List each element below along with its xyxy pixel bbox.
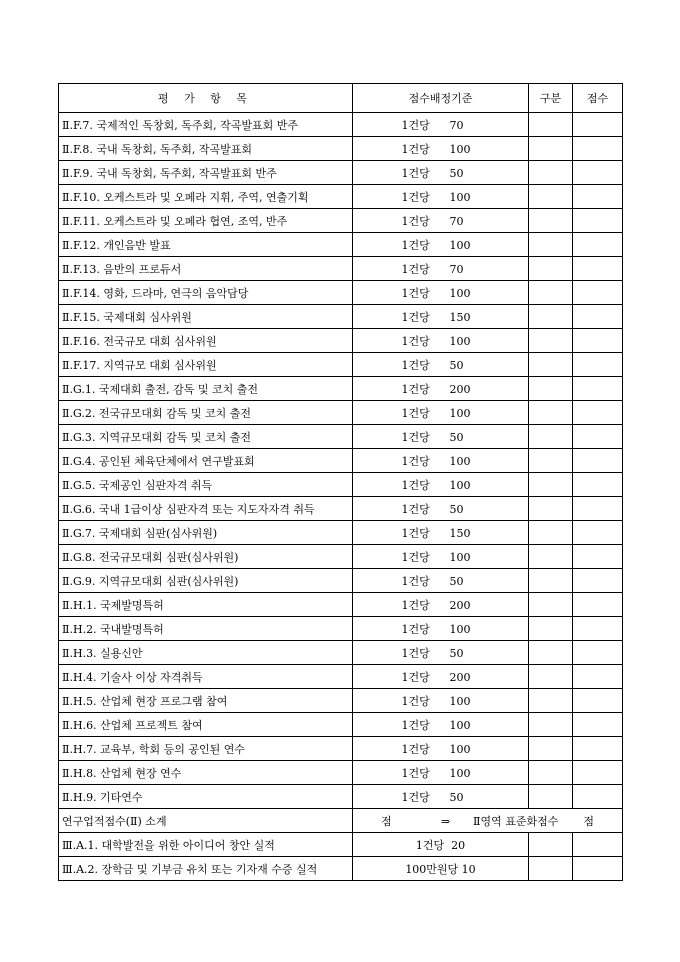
- score-cell: [573, 641, 623, 665]
- standard-value: [402, 213, 480, 229]
- standard-value: [402, 645, 480, 661]
- category-cell: [529, 833, 573, 857]
- table-row: [59, 785, 623, 809]
- standard-value: [402, 621, 480, 637]
- standard-points: 100: [449, 406, 471, 420]
- standard-points: 100: [449, 454, 471, 468]
- category-cell: [529, 785, 573, 809]
- score-cell: [573, 473, 623, 497]
- standard-count: 1건당: [401, 238, 430, 252]
- score-cell: [573, 593, 623, 617]
- table-row: [59, 161, 623, 185]
- standard-count: 1건당: [401, 142, 430, 156]
- category-cell: [529, 281, 573, 305]
- score-cell: [573, 785, 623, 809]
- standard-count: 1건당: [401, 598, 430, 612]
- category-cell: [529, 377, 573, 401]
- score-cell: [573, 449, 623, 473]
- standard-value: 1건당 20: [415, 838, 466, 852]
- table-row: [59, 449, 623, 473]
- header-score: 점수: [573, 84, 623, 113]
- standard-value: [402, 717, 480, 733]
- score-cell: [573, 233, 623, 257]
- table-row: [59, 185, 623, 209]
- table-row: [59, 833, 623, 857]
- standard-value: [402, 693, 480, 709]
- table-row: [59, 113, 623, 137]
- category-cell: [529, 137, 573, 161]
- standard-value: [402, 165, 480, 181]
- standard-count: 1건당: [401, 718, 430, 732]
- table-row: [59, 641, 623, 665]
- item-cell: Ⅱ.F.17. 지역규모 대회 심사위원: [59, 353, 353, 377]
- header-standard: 점수배정기준: [353, 84, 529, 113]
- item-cell: Ⅱ.G.7. 국제대회 심판(심사위원): [59, 521, 353, 545]
- score-cell: [573, 833, 623, 857]
- header-row: [59, 84, 623, 113]
- standard-value: [402, 189, 480, 205]
- table-row: [59, 377, 623, 401]
- score-cell: [573, 377, 623, 401]
- category-cell: [529, 497, 573, 521]
- item-cell: Ⅱ.F.15. 국제대회 심사위원: [59, 305, 353, 329]
- table-row: [59, 617, 623, 641]
- table-row: [59, 401, 623, 425]
- standard-points: 200: [449, 670, 471, 684]
- score-cell: [573, 689, 623, 713]
- standard-value: [402, 669, 480, 685]
- standard-points: 70: [449, 262, 464, 276]
- category-cell: [529, 449, 573, 473]
- category-cell: [529, 257, 573, 281]
- standard-count: 1건당: [401, 766, 430, 780]
- standard-count: 1건당: [401, 790, 430, 804]
- category-cell: [529, 329, 573, 353]
- standard-cell: [353, 209, 529, 233]
- standard-value: [402, 309, 480, 325]
- standard-count: 1건당: [401, 262, 430, 276]
- standard-count: 1건당: [401, 214, 430, 228]
- score-cell: [573, 761, 623, 785]
- standard-count: 1건당: [401, 550, 430, 564]
- standard-value: [402, 525, 480, 541]
- table-row: [59, 761, 623, 785]
- category-cell: [529, 545, 573, 569]
- standard-value: [402, 381, 480, 397]
- standardized-score-label: Ⅱ영역 표준화점수: [473, 814, 559, 828]
- standard-cell: [353, 113, 529, 137]
- standard-points: 100: [449, 742, 471, 756]
- score-cell: [573, 545, 623, 569]
- category-cell: [529, 209, 573, 233]
- standard-points: 70: [449, 118, 464, 132]
- standard-points: 50: [449, 358, 464, 372]
- score-cell: [573, 857, 623, 881]
- standard-points: 100: [449, 622, 471, 636]
- category-cell: [529, 113, 573, 137]
- standard-cell: [353, 473, 529, 497]
- standard-cell: [353, 833, 529, 857]
- score-cell: [573, 329, 623, 353]
- score-cell: [573, 737, 623, 761]
- item-cell: Ⅲ.A.1. 대학발전을 위한 아이디어 창안 실적: [59, 833, 353, 857]
- item-cell: Ⅱ.G.5. 국제공인 심판자격 취득: [59, 473, 353, 497]
- arrow-icon: ⇒: [441, 814, 451, 828]
- table-row: [59, 353, 623, 377]
- standard-points: 50: [449, 790, 464, 804]
- standard-points: 200: [449, 382, 471, 396]
- subtotal-points-unit: 점: [381, 814, 392, 828]
- standard-value: [402, 333, 480, 349]
- score-cell: [573, 137, 623, 161]
- item-cell: Ⅱ.H.1. 국제발명특허: [59, 593, 353, 617]
- table-row: [59, 689, 623, 713]
- item-cell: Ⅱ.G.8. 전국규모대회 심판(심사위원): [59, 545, 353, 569]
- standard-value: [402, 357, 480, 373]
- standard-cell: [353, 329, 529, 353]
- standard-cell: [353, 161, 529, 185]
- standard-cell: [353, 689, 529, 713]
- header-item: [59, 84, 353, 113]
- item-cell: Ⅱ.H.6. 산업체 프로젝트 참여: [59, 713, 353, 737]
- item-cell: Ⅱ.F.8. 국내 독창회, 독주회, 작곡발표회: [59, 137, 353, 161]
- standard-cell: [353, 497, 529, 521]
- item-cell: Ⅱ.F.7. 국제적인 독창회, 독주회, 작곡발표회 반주: [59, 113, 353, 137]
- standard-points: 200: [449, 598, 471, 612]
- category-cell: [529, 569, 573, 593]
- table-row: [59, 665, 623, 689]
- header-category: 구분: [529, 84, 573, 113]
- standard-points: 100: [449, 286, 471, 300]
- standard-cell: [353, 857, 529, 881]
- standard-value: [402, 285, 480, 301]
- standard-value: [402, 117, 480, 133]
- standard-points: 100: [449, 550, 471, 564]
- standard-cell: [353, 569, 529, 593]
- standard-points: 50: [449, 166, 464, 180]
- item-cell: Ⅱ.F.10. 오케스트라 및 오페라 지휘, 주역, 연출기획: [59, 185, 353, 209]
- item-cell: Ⅱ.H.4. 기술사 이상 자격취득: [59, 665, 353, 689]
- table-row: [59, 257, 623, 281]
- standard-points: 70: [449, 214, 464, 228]
- standard-value: [402, 429, 480, 445]
- standard-points: 100: [449, 766, 471, 780]
- item-cell: Ⅱ.G.6. 국내 1급이상 심판자격 또는 지도자자격 취득: [59, 497, 353, 521]
- standard-points: 100: [449, 238, 471, 252]
- table-row: [59, 857, 623, 881]
- subtotal-row: [59, 809, 623, 833]
- table-row: [59, 497, 623, 521]
- standard-value: [402, 405, 480, 421]
- score-cell: [573, 353, 623, 377]
- category-cell: [529, 713, 573, 737]
- standard-cell: [353, 761, 529, 785]
- standard-count: 1건당: [401, 310, 430, 324]
- item-cell: Ⅱ.H.7. 교육부, 학회 등의 공인된 연수: [59, 737, 353, 761]
- standard-count: 1건당: [401, 694, 430, 708]
- standard-count: 1건당: [401, 526, 430, 540]
- item-cell: Ⅱ.F.16. 전국규모 대회 심사위원: [59, 329, 353, 353]
- standard-points: 100: [449, 694, 471, 708]
- standard-cell: [353, 353, 529, 377]
- score-cell: [573, 665, 623, 689]
- item-cell: Ⅱ.H.5. 산업체 현장 프로그램 참여: [59, 689, 353, 713]
- standard-value: [402, 237, 480, 253]
- standard-count: 1건당: [401, 358, 430, 372]
- subtotal-value: [353, 809, 623, 833]
- table-row: [59, 305, 623, 329]
- standard-value: [402, 789, 480, 805]
- item-cell: Ⅱ.H.2. 국내발명특허: [59, 617, 353, 641]
- standard-value: [402, 141, 480, 157]
- score-cell: [573, 713, 623, 737]
- standard-count: 1건당: [401, 382, 430, 396]
- standard-points: 100: [449, 142, 471, 156]
- standard-value: [402, 453, 480, 469]
- standard-points: 50: [449, 502, 464, 516]
- table-row: [59, 425, 623, 449]
- standard-value: [402, 765, 480, 781]
- table-row: [59, 473, 623, 497]
- table-row: [59, 137, 623, 161]
- standard-cell: [353, 449, 529, 473]
- item-cell: Ⅱ.F.13. 음반의 프로듀서: [59, 257, 353, 281]
- standard-value: [402, 741, 480, 757]
- category-cell: [529, 161, 573, 185]
- category-cell: [529, 761, 573, 785]
- standard-count: 1건당: [401, 334, 430, 348]
- category-cell: [529, 689, 573, 713]
- standard-count: 1건당: [401, 670, 430, 684]
- item-cell: Ⅱ.F.9. 국내 독창회, 독주회, 작곡발표회 반주: [59, 161, 353, 185]
- item-cell: Ⅲ.A.2. 장학금 및 기부금 유치 또는 기자재 수증 실적: [59, 857, 353, 881]
- item-cell: Ⅱ.F.11. 오케스트라 및 오페라 협연, 조역, 반주: [59, 209, 353, 233]
- standard-value: [402, 477, 480, 493]
- standard-value: [402, 501, 480, 517]
- standard-cell: [353, 281, 529, 305]
- category-cell: [529, 305, 573, 329]
- standard-cell: [353, 233, 529, 257]
- standard-cell: [353, 185, 529, 209]
- header-item-label: 평 가 항 목: [158, 92, 253, 105]
- category-cell: [529, 401, 573, 425]
- score-cell: [573, 521, 623, 545]
- standardized-score-unit: 점: [583, 814, 594, 828]
- score-cell: [573, 281, 623, 305]
- standard-cell: [353, 137, 529, 161]
- standard-points: 50: [449, 646, 464, 660]
- category-cell: [529, 353, 573, 377]
- standard-cell: [353, 737, 529, 761]
- table-row: [59, 209, 623, 233]
- score-cell: [573, 185, 623, 209]
- standard-value: 100만원당 10: [405, 862, 476, 876]
- standard-points: 100: [449, 190, 471, 204]
- standard-count: 1건당: [401, 742, 430, 756]
- category-cell: [529, 737, 573, 761]
- table-row: [59, 713, 623, 737]
- category-cell: [529, 617, 573, 641]
- standard-value: [402, 549, 480, 565]
- standard-count: 1건당: [401, 406, 430, 420]
- category-cell: [529, 185, 573, 209]
- standard-cell: [353, 665, 529, 689]
- standard-cell: [353, 785, 529, 809]
- standard-points: 50: [449, 430, 464, 444]
- standard-points: 100: [449, 478, 471, 492]
- standard-count: 1건당: [401, 190, 430, 204]
- item-cell: Ⅱ.F.12. 개인음반 발표: [59, 233, 353, 257]
- score-cell: [573, 209, 623, 233]
- item-cell: Ⅱ.H.3. 실용신안: [59, 641, 353, 665]
- standard-value: [402, 597, 480, 613]
- standard-cell: [353, 545, 529, 569]
- category-cell: [529, 473, 573, 497]
- score-cell: [573, 401, 623, 425]
- standard-count: 1건당: [401, 574, 430, 588]
- standard-count: 1건당: [401, 646, 430, 660]
- table-row: [59, 737, 623, 761]
- table-row: [59, 569, 623, 593]
- category-cell: [529, 425, 573, 449]
- evaluation-table: [58, 83, 623, 881]
- standard-cell: [353, 401, 529, 425]
- standard-count: 1건당: [401, 286, 430, 300]
- standard-cell: [353, 425, 529, 449]
- standard-cell: [353, 305, 529, 329]
- standard-count: 1건당: [401, 478, 430, 492]
- table-row: [59, 329, 623, 353]
- table-row: [59, 233, 623, 257]
- item-cell: Ⅱ.H.9. 기타연수: [59, 785, 353, 809]
- table-row: [59, 593, 623, 617]
- subtotal-label: 연구업적점수(Ⅱ) 소계: [59, 809, 353, 833]
- standard-count: 1건당: [401, 118, 430, 132]
- standard-cell: [353, 521, 529, 545]
- standard-cell: [353, 377, 529, 401]
- standard-cell: [353, 641, 529, 665]
- standard-count: 1건당: [401, 622, 430, 636]
- table-row: [59, 545, 623, 569]
- standard-count: 1건당: [401, 454, 430, 468]
- item-cell: Ⅱ.G.4. 공인된 체육단체에서 연구발표회: [59, 449, 353, 473]
- item-cell: Ⅱ.G.3. 지역규모대회 감독 및 코치 출전: [59, 425, 353, 449]
- standard-value: [402, 573, 480, 589]
- standard-count: 1건당: [401, 502, 430, 516]
- score-cell: [573, 113, 623, 137]
- standard-value: [402, 261, 480, 277]
- standard-points: 100: [449, 334, 471, 348]
- score-cell: [573, 617, 623, 641]
- item-cell: Ⅱ.G.1. 국제대회 출전, 감독 및 코치 출전: [59, 377, 353, 401]
- table-row: [59, 521, 623, 545]
- standard-points: 150: [449, 526, 471, 540]
- category-cell: [529, 593, 573, 617]
- standard-count: 1건당: [401, 166, 430, 180]
- item-cell: Ⅱ.H.8. 산업체 현장 연수: [59, 761, 353, 785]
- standard-cell: [353, 257, 529, 281]
- category-cell: [529, 665, 573, 689]
- standard-points: 50: [449, 574, 464, 588]
- score-cell: [573, 161, 623, 185]
- score-cell: [573, 497, 623, 521]
- standard-cell: [353, 713, 529, 737]
- item-cell: Ⅱ.F.14. 영화, 드라마, 연극의 음악담당: [59, 281, 353, 305]
- score-cell: [573, 305, 623, 329]
- category-cell: [529, 233, 573, 257]
- category-cell: [529, 521, 573, 545]
- standard-count: 1건당: [401, 430, 430, 444]
- category-cell: [529, 857, 573, 881]
- standard-points: 150: [449, 310, 471, 324]
- item-cell: Ⅱ.G.9. 지역규모대회 심판(심사위원): [59, 569, 353, 593]
- standard-cell: [353, 617, 529, 641]
- score-cell: [573, 425, 623, 449]
- standard-cell: [353, 593, 529, 617]
- table-row: [59, 281, 623, 305]
- category-cell: [529, 641, 573, 665]
- score-cell: [573, 569, 623, 593]
- standard-points: 100: [449, 718, 471, 732]
- score-cell: [573, 257, 623, 281]
- item-cell: Ⅱ.G.2. 전국규모대회 감독 및 코치 출전: [59, 401, 353, 425]
